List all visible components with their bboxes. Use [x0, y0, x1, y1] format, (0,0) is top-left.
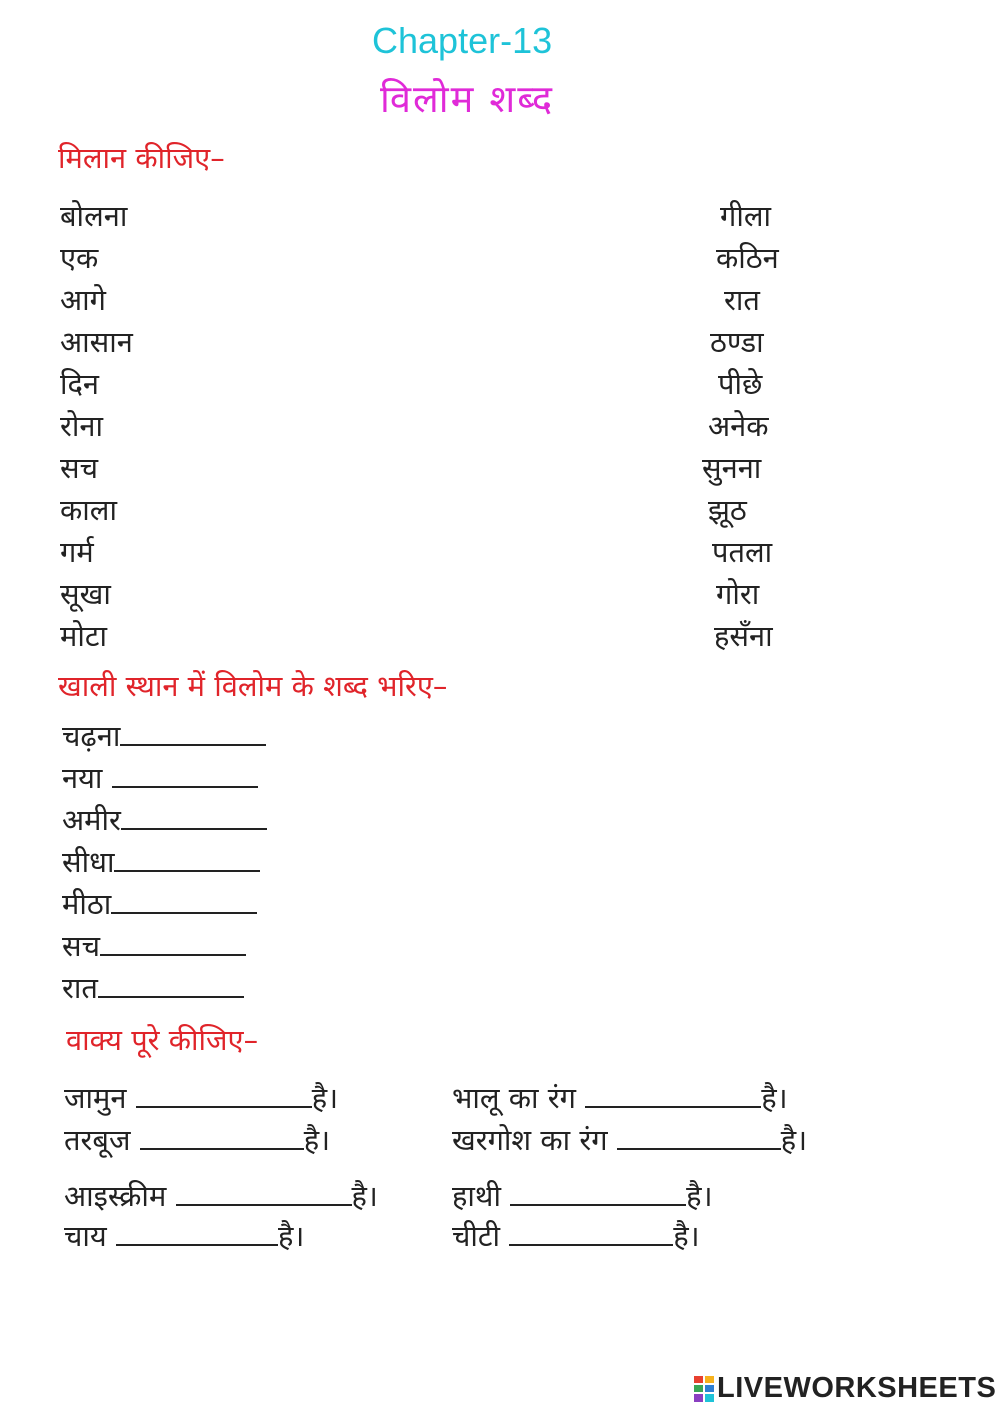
match-right-word[interactable]: ठण्डा [710, 325, 764, 359]
match-heading: मिलान कीजिए– [58, 141, 225, 175]
fill-word: अमीर [62, 803, 121, 837]
fill-item [62, 840, 260, 881]
sentences-heading: वाक्य पूरे कीजिए– [66, 1023, 259, 1057]
fill-blank[interactable] [121, 798, 267, 830]
match-right-word[interactable]: पीछे [718, 367, 763, 401]
match-left-word: गर्म [60, 535, 94, 569]
fill-blank[interactable] [111, 882, 257, 914]
match-left-word: आगे [60, 283, 106, 317]
match-left-word: एक [60, 241, 99, 275]
sentence-blank[interactable] [116, 1214, 278, 1246]
fill-blank[interactable] [112, 756, 258, 788]
sentence-blank[interactable] [510, 1174, 686, 1206]
sentence-blank[interactable] [509, 1214, 673, 1246]
sentence-subject: तरबूज [64, 1123, 131, 1157]
fill-blank[interactable] [100, 924, 246, 956]
fill-word: सीधा [62, 845, 115, 879]
match-right-word[interactable]: कठिन [716, 241, 779, 275]
liveworksheets-brand: LIVEWORKSHEETS [717, 1372, 997, 1404]
fill-blank[interactable] [98, 966, 244, 998]
match-left-word: सच [60, 451, 99, 485]
sentence-subject: खरगोश का रंग [452, 1123, 608, 1157]
sentence-item [452, 1076, 788, 1117]
match-left-word: आसान [60, 325, 133, 359]
fill-item [62, 882, 257, 923]
sentence-item [452, 1118, 807, 1159]
sentence-item [64, 1118, 330, 1159]
sentence-subject: चाय [64, 1219, 107, 1253]
sentence-subject: जामुन [64, 1081, 127, 1115]
fill-item [62, 966, 244, 1007]
sentence-suffix: है। [686, 1179, 713, 1213]
fill-word: रात [62, 971, 98, 1005]
sentence-blank[interactable] [140, 1118, 304, 1150]
fill-item [62, 756, 258, 797]
fill-word: सच [62, 929, 101, 963]
fill-blank[interactable] [120, 714, 266, 746]
sentence-item [64, 1076, 338, 1117]
match-left-word: सूखा [60, 577, 111, 611]
match-left-word: रोना [60, 409, 103, 443]
match-right-word[interactable]: सुनना [702, 451, 762, 485]
sentence-suffix: है। [351, 1179, 378, 1213]
sentence-subject: आइस्क्रीम [64, 1179, 167, 1213]
sentence-subject: भालू का रंग [452, 1081, 576, 1115]
sentence-item [452, 1174, 713, 1215]
match-right-word[interactable]: रात [724, 283, 760, 317]
fill-item [62, 924, 246, 965]
sentence-subject: हाथी [452, 1179, 501, 1213]
match-right-word[interactable]: झूठ [708, 493, 747, 527]
sentence-blank[interactable] [176, 1174, 352, 1206]
match-right-word[interactable]: अनेक [708, 409, 769, 443]
match-right-word[interactable]: पतला [712, 535, 773, 569]
sentence-suffix: है। [311, 1081, 339, 1115]
sentence-subject: चीटी [452, 1219, 501, 1253]
match-right-word[interactable]: हसँना [714, 619, 773, 653]
sentence-item [64, 1214, 304, 1255]
liveworksheets-logo[interactable] [694, 1372, 996, 1405]
sentence-suffix: है। [780, 1123, 808, 1157]
liveworksheets-logo-icon [694, 1376, 714, 1402]
sentence-suffix: है। [303, 1123, 331, 1157]
sentence-blank[interactable] [585, 1076, 761, 1108]
match-left-word: मोटा [60, 619, 107, 653]
match-right-word[interactable]: गोरा [716, 577, 760, 611]
sentence-suffix: है। [761, 1081, 788, 1115]
fill-word: मीठा [62, 887, 112, 921]
sentence-item [452, 1214, 700, 1255]
fill-item [62, 798, 267, 839]
match-right-word[interactable]: गीला [720, 199, 772, 233]
match-left-word: काला [60, 493, 117, 527]
sentence-suffix: है। [277, 1219, 305, 1253]
match-left-word: बोलना [60, 199, 128, 233]
page-title: विलोम शब्द [380, 77, 555, 121]
match-left-word: दिन [60, 367, 100, 401]
fill-word: चढ़ना [62, 719, 121, 753]
fill-blank[interactable] [114, 840, 260, 872]
fill-item [62, 714, 266, 755]
fill-heading: खाली स्थान में विलोम के शब्द भरिए– [58, 669, 448, 703]
sentence-suffix: है। [673, 1219, 700, 1253]
sentence-item [64, 1174, 378, 1215]
sentence-blank[interactable] [136, 1076, 312, 1108]
chapter-label: Chapter-13 [372, 20, 553, 61]
sentence-blank[interactable] [617, 1118, 781, 1150]
fill-word: नया [62, 761, 103, 795]
